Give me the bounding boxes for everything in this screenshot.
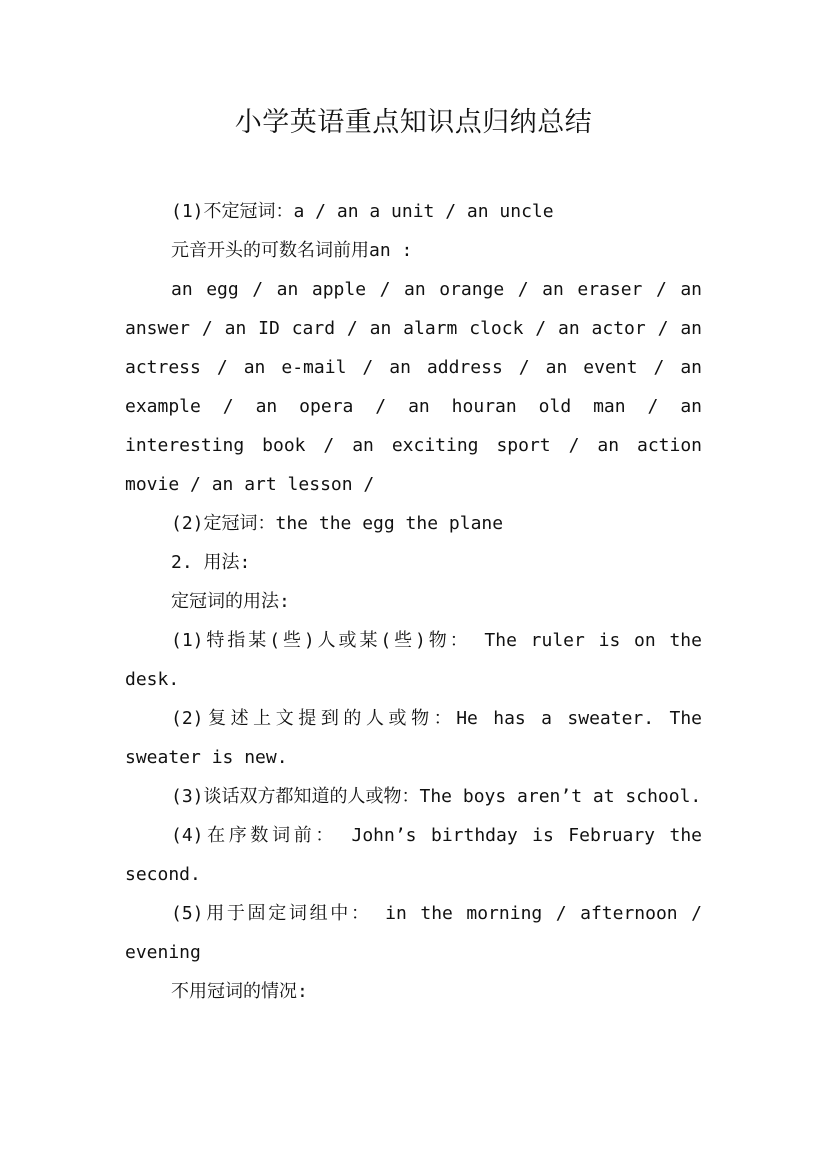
paragraph-usage-1: (1)特指某(些)人或某(些)物： The ruler is on the desk. (125, 630, 702, 690)
paragraph-definite-usage-heading: 定冠词的用法: (171, 591, 290, 612)
paragraph-vowel-rule: 元音开头的可数名词前用an : (171, 240, 413, 261)
paragraph-indefinite-article: (1)不定冠词：a / an a unit / an uncle (171, 201, 554, 222)
paragraph-usage-2: (2)复述上文提到的人或物：He has a sweater. The sweater is new. (125, 708, 702, 768)
document-title: 小学英语重点知识点归纳总结 (234, 107, 593, 138)
paragraph-an-examples: an egg / an apple / an orange / an eraser / an answer / an ID card / an alarm clock / an actor / an actress / an e-mail / an address / an event / an example / an opera / an houran old man / an interesting book / an exciting sport / an action movie / an art lesson / (125, 279, 702, 495)
paragraph-usage-3: (3)谈话双方都知道的人或物：The boys aren’t at school. (171, 786, 702, 807)
paragraph-usage-5: (5)用于固定词组中： in the morning / afternoon / evening (125, 903, 702, 963)
paragraph-no-article-heading: 不用冠词的情况: (171, 981, 308, 1002)
paragraph-definite-article: (2)定冠词：the the egg the plane (171, 513, 504, 534)
document-body (125, 192, 702, 1011)
paragraph-usage-heading: 2. 用法: (171, 552, 251, 573)
paragraph-usage-4: (4)在序数词前： John’s birthday is February the second. (125, 825, 702, 885)
